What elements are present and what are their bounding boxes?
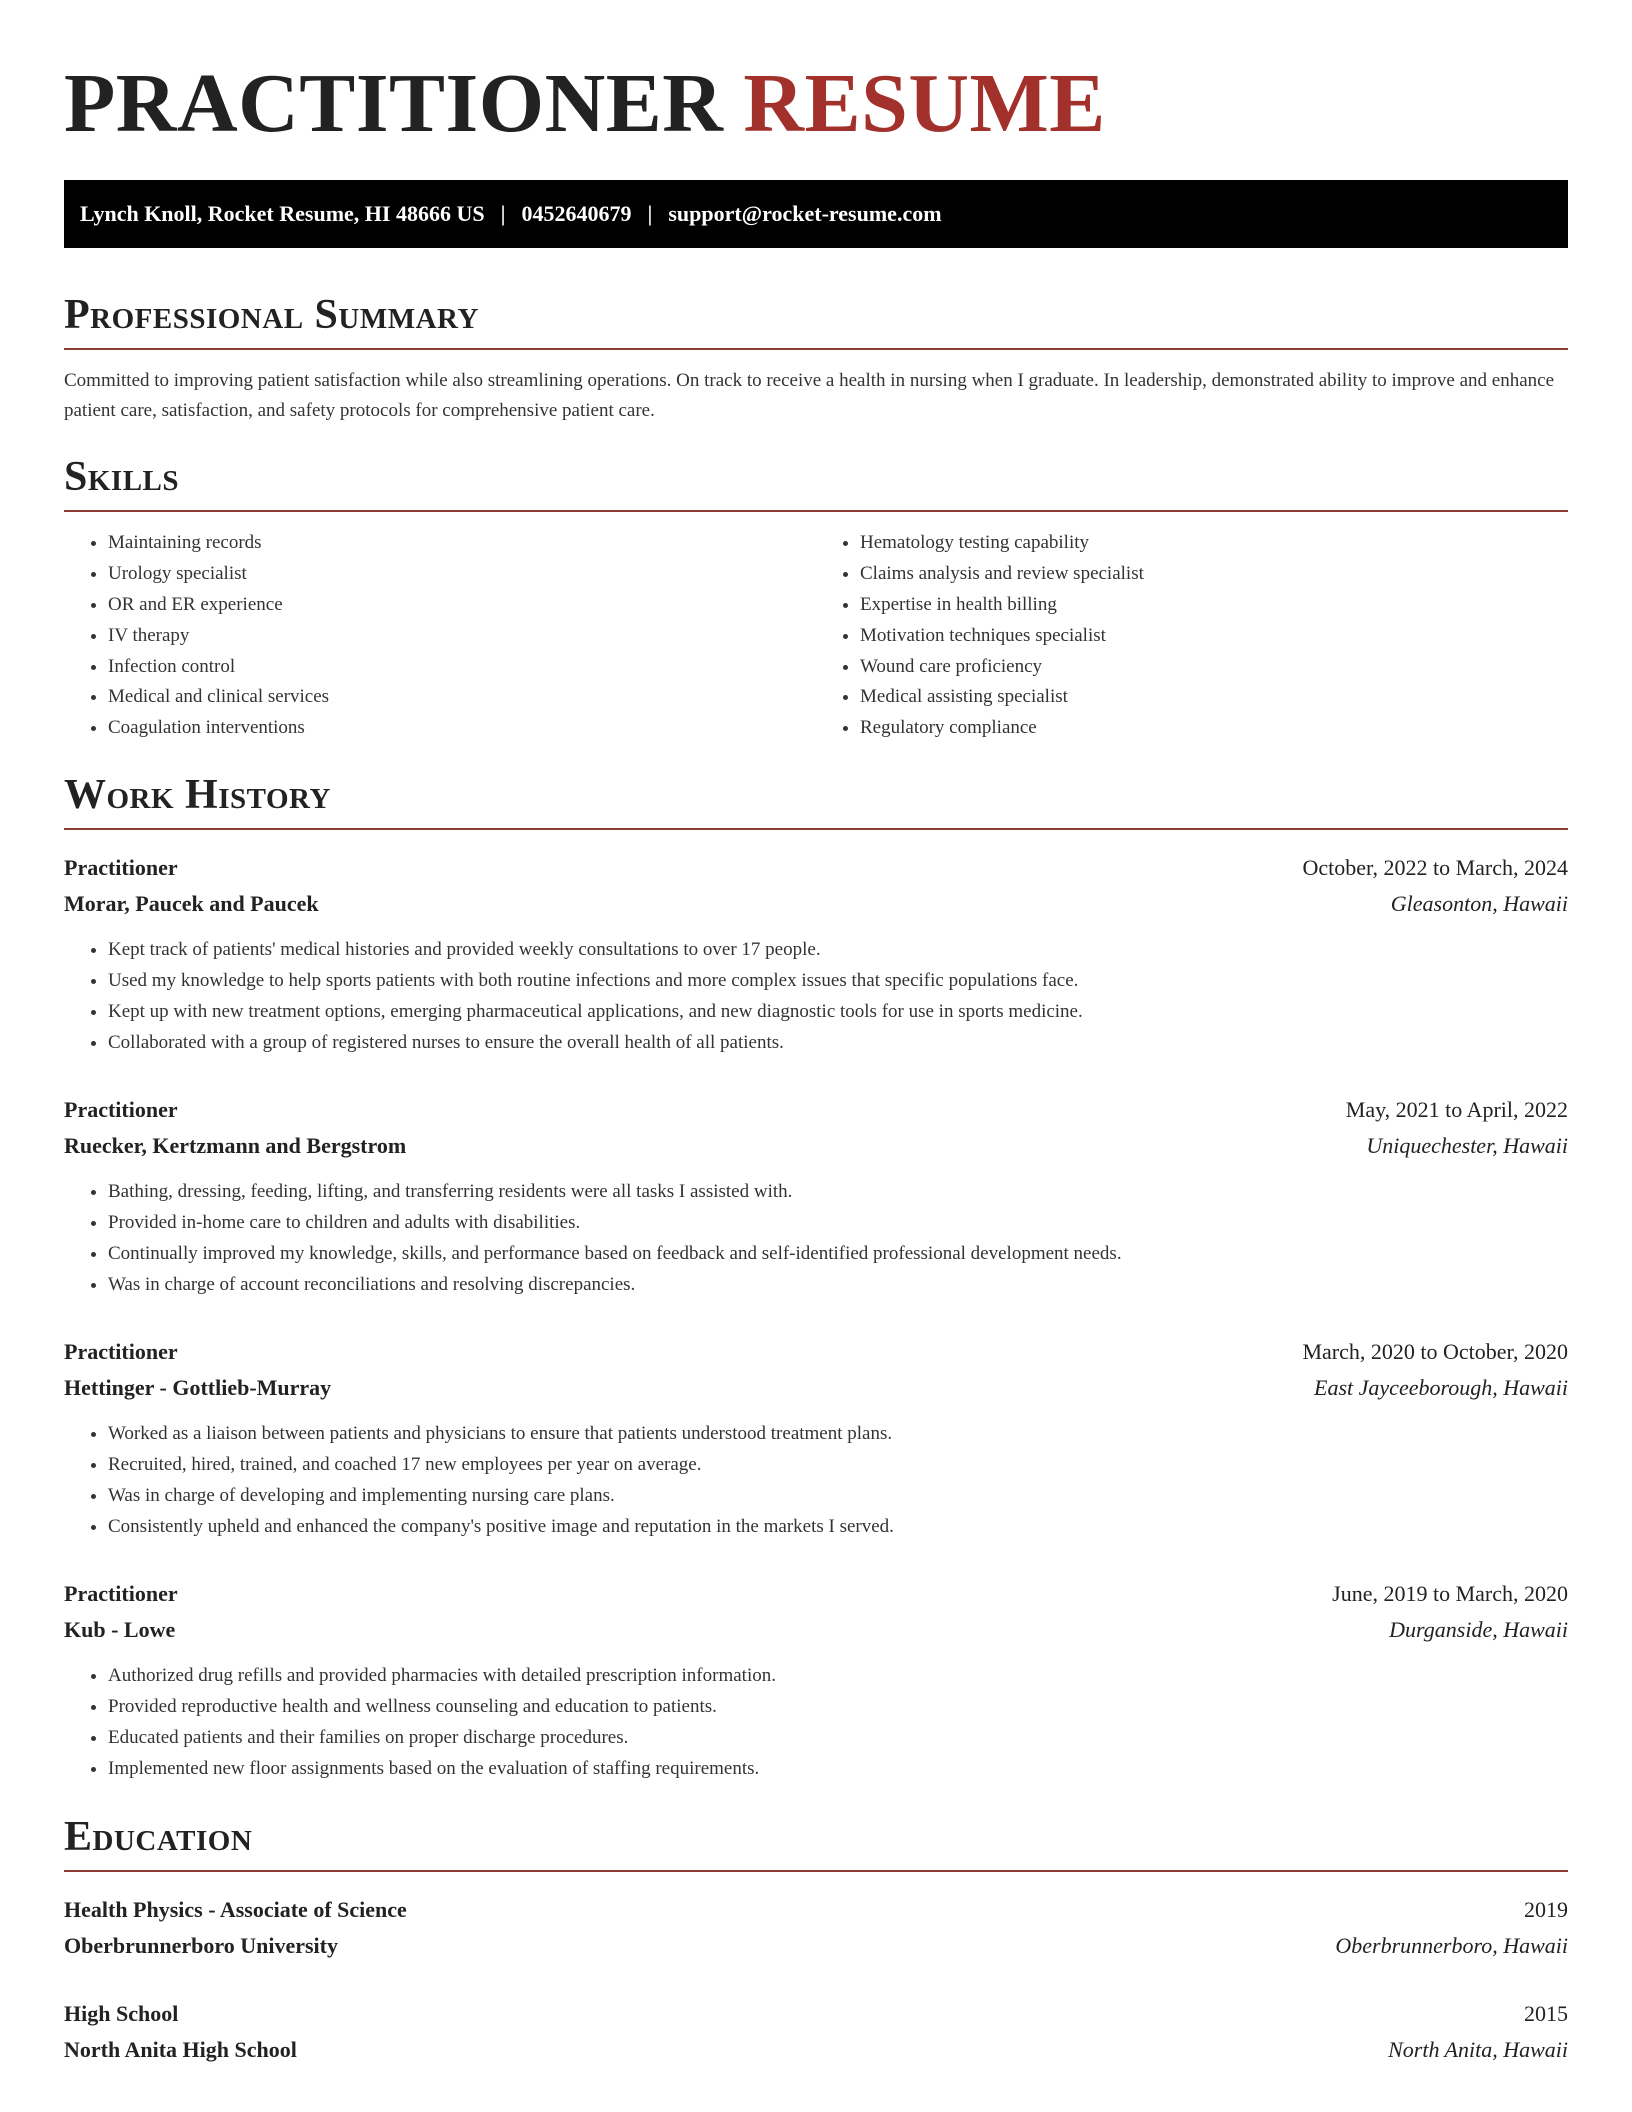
contact-separator: | (500, 201, 506, 226)
edu-degree: Health Physics - Associate of Science (64, 1897, 407, 1923)
education-entry (64, 1892, 1568, 1964)
skills-grid (64, 528, 1568, 744)
job-entry (64, 1334, 1568, 1542)
job-bullet: • Continually improved my knowledge, skills, and performance based on feedback and self-identified professional development needs. (108, 1238, 1568, 1269)
job-bullet: • Was in charge of account reconciliations and resolving discrepancies. (108, 1269, 1568, 1300)
job-company: Morar, Paucek and Paucek (64, 891, 319, 917)
job-title: Practitioner (64, 1339, 178, 1365)
summary-section (64, 292, 1568, 426)
job-dates: October, 2022 to March, 2024 (1302, 855, 1568, 881)
edu-year: 2019 (1524, 1897, 1568, 1923)
skill-item: • IV therapy (108, 621, 816, 652)
summary-text: Committed to improving patient satisfaction while also streamlining operations. On track to receive a health in nursing when I graduate. In leadership, demonstrated ability to improve and enhance patient care, satisfaction, and safety protocols for comprehensive patient care. (64, 370, 1555, 422)
job-bullet: • Authorized drug refills and provided pharmacies with detailed prescription information. (108, 1660, 1568, 1691)
job-bullet: • Was in charge of developing and implementing nursing care plans. (108, 1480, 1568, 1511)
job-bullet: • Provided in-home care to children and adults with disabilities. (108, 1207, 1568, 1238)
edu-location: Oberbrunnerboro, Hawaii (1335, 1933, 1568, 1959)
job-bullet: • Educated patients and their families on proper discharge procedures. (108, 1722, 1568, 1753)
contact-phone[interactable]: 0452640679 (521, 201, 632, 226)
job-entry (64, 1092, 1568, 1300)
work-history-section (64, 772, 1568, 1784)
edu-year: 2015 (1524, 2001, 1568, 2027)
skill-item: • Maintaining records (108, 528, 816, 559)
job-bullet: • Implemented new floor assignments based on the evaluation of staffing requirements. (108, 1753, 1568, 1784)
job-dates: June, 2019 to March, 2020 (1332, 1581, 1568, 1607)
job-bullet: • Recruited, hired, trained, and coached 17 new employees per year on average. (108, 1449, 1568, 1480)
job-title: Practitioner (64, 855, 178, 881)
job-title: Practitioner (64, 1581, 178, 1607)
job-title: Practitioner (64, 1097, 178, 1123)
skill-item: • Medical and clinical services (108, 682, 816, 713)
skill-item: • Infection control (108, 652, 816, 683)
contact-bar (64, 180, 1568, 248)
job-entry (64, 1576, 1568, 1784)
skill-item: • Motivation techniques specialist (860, 621, 1568, 652)
job-bullet: • Consistently upheld and enhanced the company's positive image and reputation in the markets I served. (108, 1511, 1568, 1542)
summary-heading: Professional Summary (64, 292, 1568, 350)
job-bullet: • Provided reproductive health and wellness counseling and education to patients. (108, 1691, 1568, 1722)
job-location: Uniquechester, Hawaii (1366, 1133, 1568, 1159)
skills-list-right (816, 528, 1568, 744)
skills-list-left (64, 528, 816, 744)
work-history-heading: Work History (64, 772, 1568, 830)
skill-item: • Regulatory compliance (860, 713, 1568, 744)
job-bullets (64, 1418, 1568, 1542)
skill-item: • Hematology testing capability (860, 528, 1568, 559)
job-bullet: • Used my knowledge to help sports patients with both routine infections and more complex issues that specific populations face. (108, 965, 1568, 996)
education-entry (64, 1996, 1568, 2068)
skill-item: • Claims analysis and review specialist (860, 559, 1568, 590)
job-entry (64, 850, 1568, 1058)
job-location: East Jayceeborough, Hawaii (1314, 1375, 1568, 1401)
skills-section (64, 454, 1568, 744)
skill-item: • Urology specialist (108, 559, 816, 590)
skill-item: • Expertise in health billing (860, 590, 1568, 621)
job-dates: May, 2021 to April, 2022 (1345, 1097, 1568, 1123)
job-bullet: • Kept up with new treatment options, emerging pharmaceutical applications, and new diagnostic tools for use in sports medicine. (108, 996, 1568, 1027)
contact-separator: | (647, 201, 653, 226)
job-location: Durganside, Hawaii (1389, 1617, 1568, 1643)
title-part-2: RESUME (743, 57, 1106, 150)
skill-item: • OR and ER experience (108, 590, 816, 621)
edu-school: Oberbrunnerboro University (64, 1933, 338, 1959)
skills-heading: Skills (64, 454, 1568, 512)
edu-location: North Anita, Hawaii (1388, 2037, 1568, 2063)
edu-school: North Anita High School (64, 2037, 297, 2063)
skill-item: • Coagulation interventions (108, 713, 816, 744)
skill-item: • Wound care proficiency (860, 652, 1568, 683)
education-section (64, 1814, 1568, 2068)
job-location: Gleasonton, Hawaii (1390, 891, 1568, 917)
job-company: Kub - Lowe (64, 1617, 176, 1643)
job-bullet: • Kept track of patients' medical histories and provided weekly consultations to over 17 people. (108, 934, 1568, 965)
job-dates: March, 2020 to October, 2020 (1302, 1339, 1568, 1365)
job-bullets (64, 1176, 1568, 1300)
job-company: Hettinger - Gottlieb-Murray (64, 1375, 332, 1401)
job-bullet: • Collaborated with a group of registered nurses to ensure the overall health of all patients. (108, 1027, 1568, 1058)
resume-title (64, 58, 1568, 150)
job-bullets (64, 1660, 1568, 1784)
contact-address: Lynch Knoll, Rocket Resume, HI 48666 US (80, 201, 485, 226)
skill-item: • Medical assisting specialist (860, 682, 1568, 713)
education-heading: Education (64, 1814, 1568, 1872)
job-bullet: • Bathing, dressing, feeding, lifting, and transferring residents were all tasks I assisted with. (108, 1176, 1568, 1207)
edu-degree: High School (64, 2001, 179, 2027)
job-company: Ruecker, Kertzmann and Bergstrom (64, 1133, 407, 1159)
job-bullet: • Worked as a liaison between patients and physicians to ensure that patients understood treatment plans. (108, 1418, 1568, 1449)
job-bullets (64, 934, 1568, 1058)
contact-email[interactable]: support@rocket-resume.com (668, 201, 942, 226)
title-part-1: PRACTITIONER (64, 57, 724, 150)
